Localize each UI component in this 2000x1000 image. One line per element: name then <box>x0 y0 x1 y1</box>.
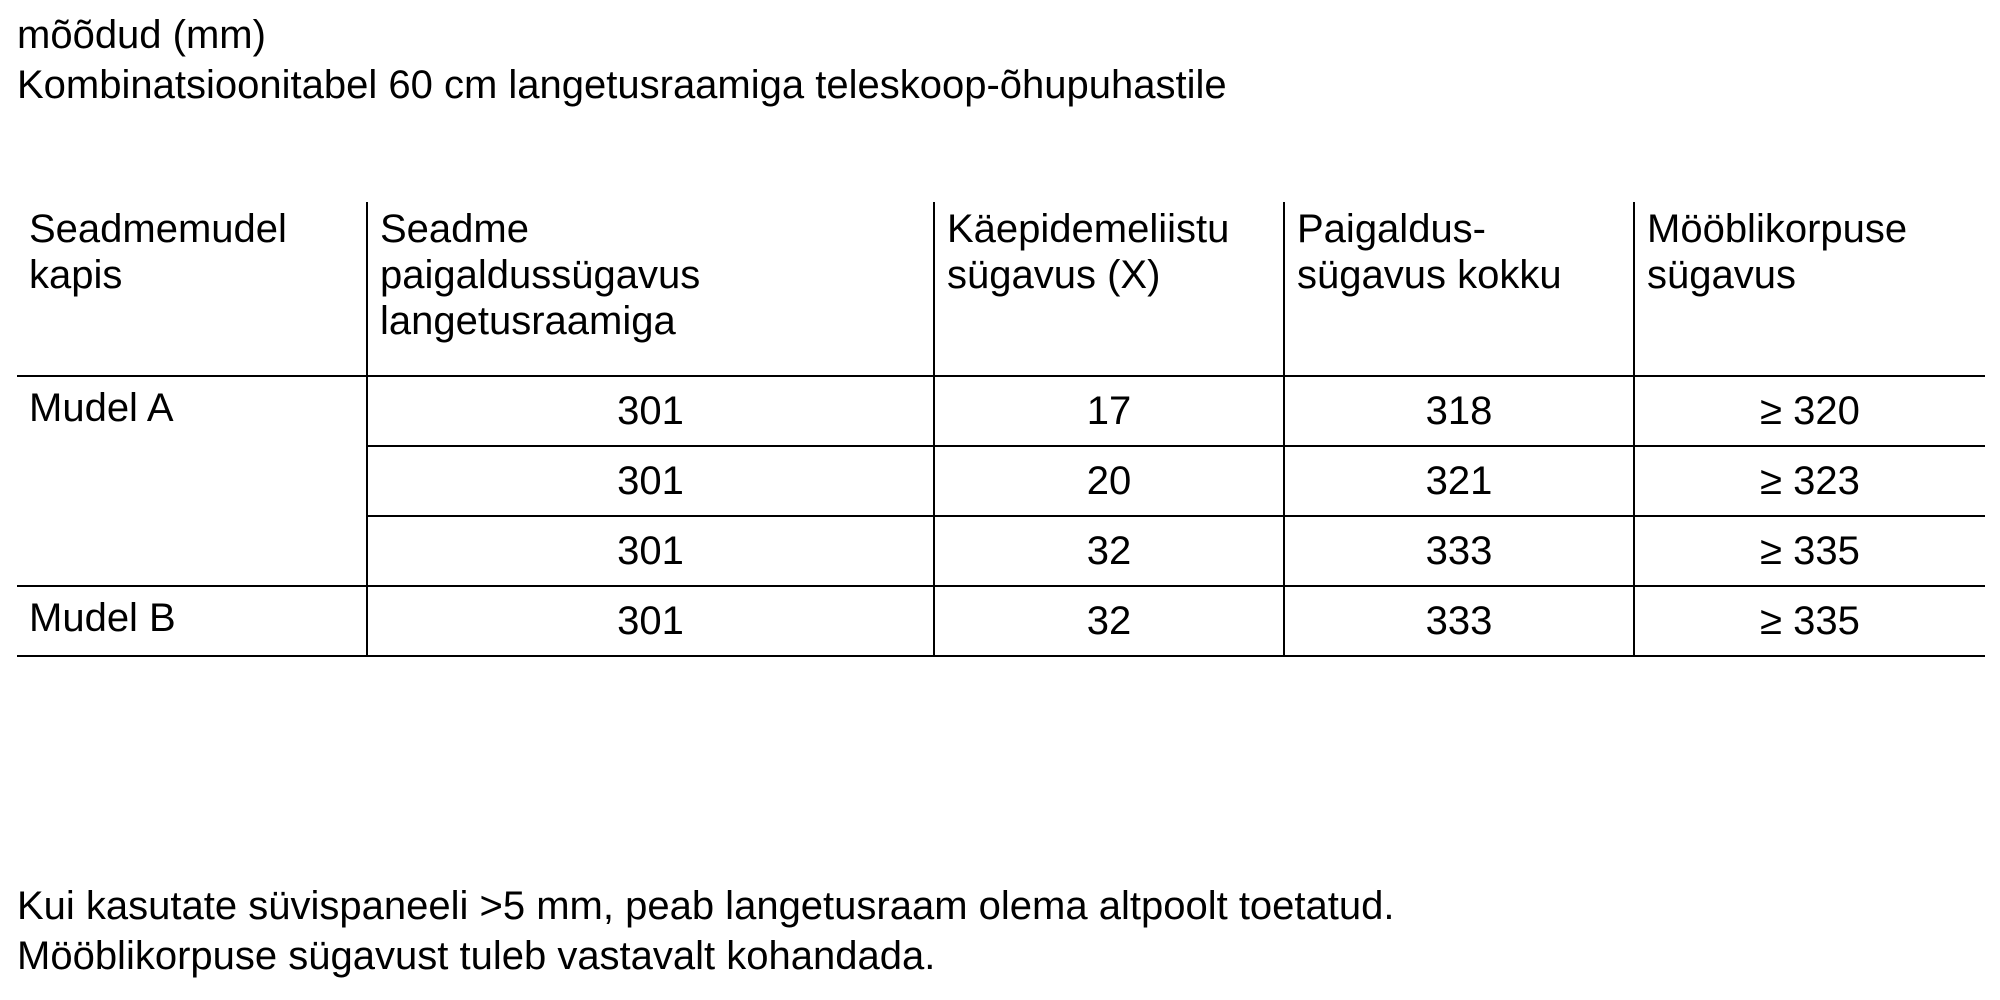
header-total-depth-line: sügavus kokku <box>1297 253 1562 297</box>
header-cabinet-depth-line: Mööblikorpuse <box>1647 207 1908 251</box>
header-installation-depth-line: Seadme <box>380 207 529 251</box>
header-cabinet-depth <box>1634 202 1985 376</box>
cabinet-depth-cell: ≥ 335 <box>1634 516 1985 586</box>
total-depth-cell: 318 <box>1284 376 1634 446</box>
table-row <box>17 376 1985 446</box>
installation-depth-cell: 301 <box>367 446 934 516</box>
cabinet-depth-cell: ≥ 335 <box>1634 586 1985 656</box>
table-title: Kombinatsioonitabel 60 cm langetusraamiga teleskoop-õhupuhastile <box>17 63 1227 107</box>
header-total-depth <box>1284 202 1634 376</box>
header-model-line: Seadmemudel <box>29 207 287 251</box>
header-installation-depth-line: langetusraamiga <box>380 299 676 343</box>
note-text: Mööblikorpuse sügavust tuleb vastavalt kohandada. <box>17 934 936 978</box>
total-depth-cell: 333 <box>1284 516 1634 586</box>
handle-strip-depth-cell: 32 <box>934 586 1284 656</box>
installation-depth-cell: 301 <box>367 586 934 656</box>
header-installation-depth <box>367 202 934 376</box>
note-text: Kui kasutate süvispaneeli >5 mm, peab langetusraam olema altpoolt toetatud. <box>17 884 1395 928</box>
unit-label: mõõdud (mm) <box>17 13 266 57</box>
table-row <box>17 586 1985 656</box>
header-total-depth-line: Paigaldus- <box>1297 207 1487 251</box>
cabinet-depth-cell: ≥ 323 <box>1634 446 1985 516</box>
header-handle-strip-depth-line: Käepidemeliistu <box>947 207 1230 251</box>
model-cell: Mudel B <box>17 586 367 656</box>
cabinet-depth-cell: ≥ 320 <box>1634 376 1985 446</box>
header-cabinet-depth-line: sügavus <box>1647 253 1796 297</box>
total-depth-cell: 321 <box>1284 446 1634 516</box>
header-installation-depth-line: paigaldussügavus <box>380 253 701 297</box>
handle-strip-depth-cell: 17 <box>934 376 1284 446</box>
installation-depth-cell: 301 <box>367 376 934 446</box>
model-cell: Mudel A <box>17 376 367 586</box>
handle-strip-depth-cell: 20 <box>934 446 1284 516</box>
header-model <box>17 202 367 376</box>
combination-table <box>17 202 1985 657</box>
header-handle-strip-depth <box>934 202 1284 376</box>
header-row <box>17 202 1985 376</box>
header-handle-strip-depth-line: sügavus (X) <box>947 253 1161 297</box>
header-model-line: kapis <box>29 253 123 297</box>
installation-depth-cell: 301 <box>367 516 934 586</box>
total-depth-cell: 333 <box>1284 586 1634 656</box>
handle-strip-depth-cell: 32 <box>934 516 1284 586</box>
